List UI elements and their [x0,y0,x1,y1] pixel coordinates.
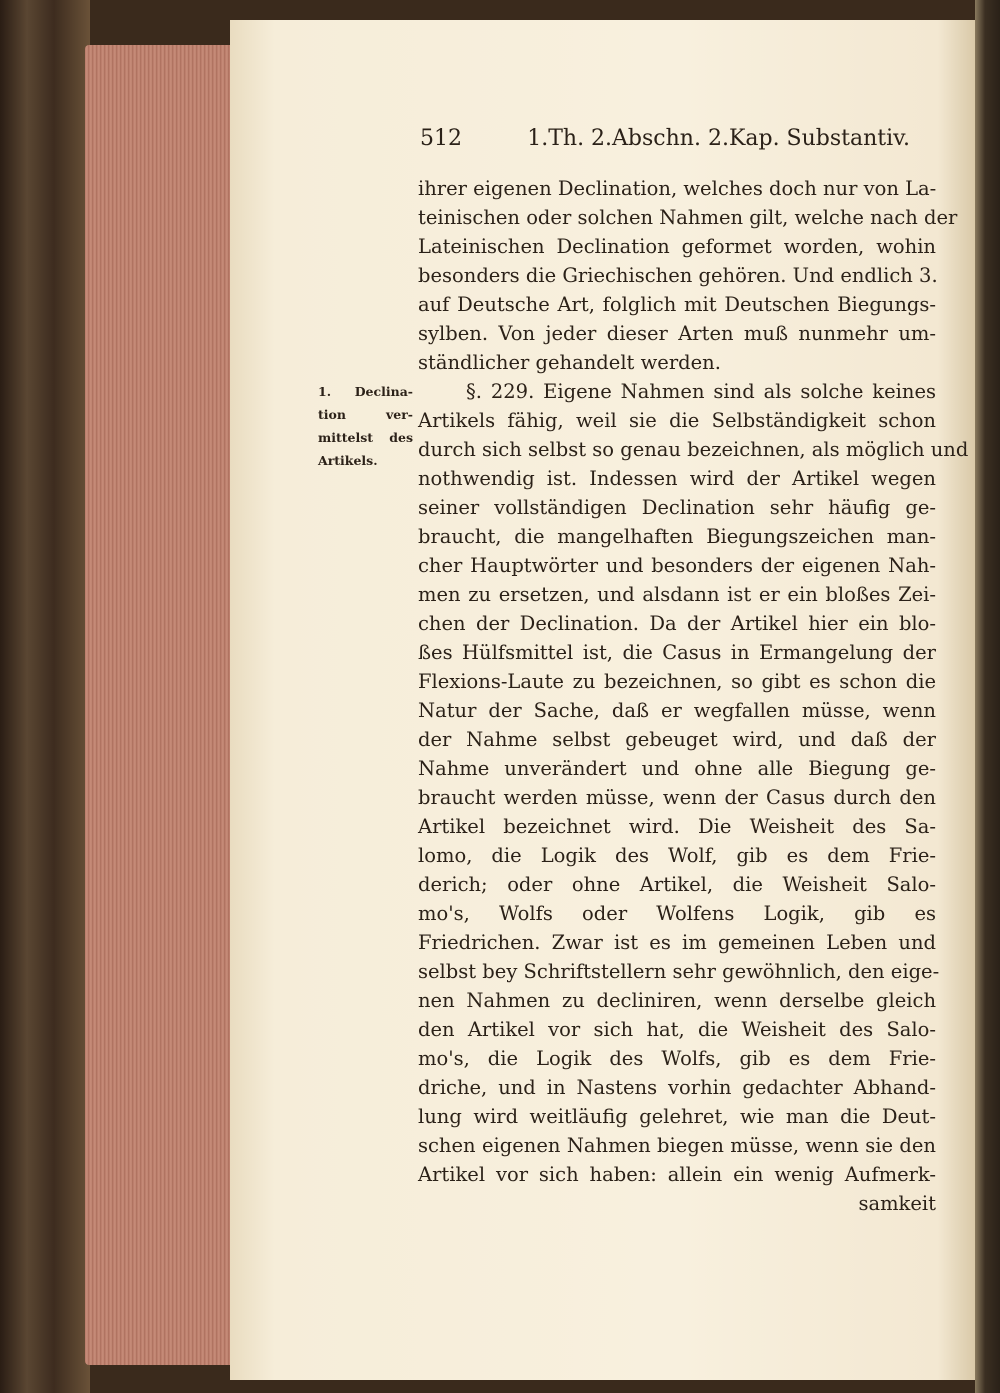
text-line: braucht, die mangelhaften Biegungszeichen man- [418,525,936,548]
text-line: der Nahme selbst gebeuget wird, und daß der [418,728,936,751]
running-title: 1.Th. 2.Abschn. 2.Kap. Substantiv. [527,126,910,151]
text-line: mo's, die Logik des Wolfs, gib es dem Frie- [418,1047,936,1070]
text-line: ihrer eigenen Declination, welches doch nur von La- [418,177,937,200]
text-line: driche, und in Nastens vorhin gedachter Abhand- [418,1076,936,1099]
text-line: mo's, Wolfs oder Wolfens Logik, gib es [418,902,936,925]
text-line: braucht werden müsse, wenn der Casus durch den [418,786,936,809]
text-line: Nahme unverändert und ohne alle Biegung ge- [418,757,936,780]
margin-note [318,380,413,472]
catchword: samkeit [858,1192,936,1215]
text-line: besonders die Griechischen gehören. Und endlich 3. [418,264,938,287]
text-line: ständlicher gehandelt werden. [418,351,721,374]
text-line: schen eigenen Nahmen biegen müsse, wenn sie den [418,1134,936,1157]
margin-note-line: mittelst des [318,430,413,445]
text-line: Artikel bezeichnet wird. Die Weisheit des Sa- [418,815,936,838]
text-line: nothwendig ist. Indessen wird der Artikel wegen [418,467,936,490]
text-line: teinischen oder solchen Nahmen gilt, welche nach der [418,206,958,229]
text-line: derich; oder ohne Artikel, die Weisheit Salo- [418,873,936,896]
text-line: lung wird weitläufig gelehret, wie man die Deut- [418,1105,936,1128]
text-line: durch sich selbst so genau bezeichnen, als möglich und [418,438,969,461]
page-number: 512 [420,126,462,151]
facing-page-edge [975,0,1000,1393]
text-line: Artikel vor sich haben: allein ein wenig Aufmerk- [418,1163,936,1186]
book-binding [0,0,90,1393]
text-line: Flexions-Laute zu bezeichnen, so gibt es schon die [418,670,936,693]
text-line: cher Hauptwörter und besonders der eigenen Nah- [418,554,936,577]
text-line: seiner vollständigen Declination sehr häufig ge- [418,496,936,519]
text-line: §. 229. Eigene Nahmen sind als solche keines [466,380,936,403]
text-line: Friedrichen. Zwar ist es im gemeinen Leben und [418,931,936,954]
text-line: ßes Hülfsmittel ist, die Casus in Ermangelung der [418,641,936,664]
text-line: auf Deutsche Art, folglich mit Deutschen Biegungs- [418,293,936,316]
text-line: Natur der Sache, daß er wegfallen müsse, wenn [418,699,936,722]
body-text [418,174,969,1218]
margin-note-line: tion ver- [318,407,413,422]
text-line: den Artikel vor sich hat, die Weisheit des Salo- [418,1018,936,1041]
text-line: chen der Declination. Da der Artikel hier ein blo- [418,612,936,635]
text-line: sylben. Von jeder dieser Arten muß nunmehr um- [418,322,936,345]
margin-note-line: Artikels. [318,453,378,468]
text-line: selbst bey Schriftstellern sehr gewöhnlich, den eige- [418,960,940,983]
text-line: nen Nahmen zu decliniren, wenn derselbe gleich [418,989,936,1012]
page-edges [85,45,235,1365]
text-line: lomo, die Logik des Wolf, gib es dem Frie- [418,844,936,867]
margin-note-line: 1. Declina- [318,384,413,399]
text-line: Lateinischen Declination geformet worden, wohin [418,235,936,258]
text-line: men zu ersetzen, und alsdann ist er ein bloßes Zei- [418,583,936,606]
text-line: Artikels fähig, weil sie die Selbständigkeit schon [418,409,936,432]
running-header [420,126,910,151]
